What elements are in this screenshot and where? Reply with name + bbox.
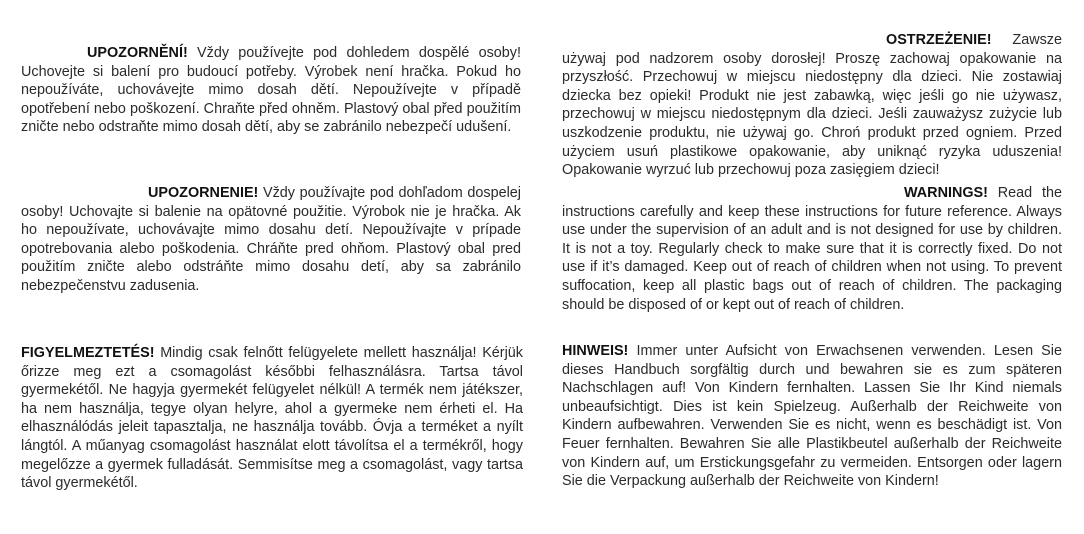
warning-czech: [21, 44, 521, 137]
warning-german-title: HINWEIS!: [562, 343, 629, 359]
warning-german-text: Immer unter Aufsicht von Erwachsenen verwenden. Lesen Sie dieses Handbuch sorgfältig durch und bewahren sie es zum späteren Nachschlagen auf! Von Kindern fernhalten. Lassen Sie Ihr Kind niemals unbeaufsichtigt. Dies ist kein Spielzeug. Außerhalb der Reichweite von Kindern aufbewahren. Verwenden Sie es nicht, wenn es beschädigt ist. Von Feuer fernhalten. Bewahren Sie alle Plastikbeutel außerhalb der Reichweite von Kindern auf, um Erstickungsgefahr zu vermeiden. Entsorgen oder lagern Sie die Verpackung außerhalb der Reichweite von Kindern!: [562, 343, 1062, 490]
warning-slovak-title: UPOZORNENIE!: [148, 185, 259, 201]
warning-german: [562, 342, 1062, 491]
warning-czech-text: Vždy používejte pod dohledem dospělé osoby! Uchovejte si balení pro budoucí potřeby. Výrobek není hračka. Pokud ho nepoužíváte, uchovávejte mimo dosah dětí. Nepoužívejte v případě opotřebení nebo poškození. Chraňte před ohněm. Plastový obal před použitím zničte nebo odstraňte mimo dosah dětí, aby se zabránilo nebezpečí udušení.: [21, 45, 521, 136]
warning-hungarian-title: FIGYELMEZTETÉS!: [21, 345, 155, 361]
warning-polish-title: OSTRZEŻENIE!: [886, 32, 992, 48]
warning-hungarian: [21, 344, 523, 493]
warning-slovak: [21, 184, 521, 296]
warning-slovak-text: Vždy používajte pod dohľadom dospelej osoby! Uchovajte si balenie na opätovné použitie. Výrobok nie je hračka. Ak ho nepoužívate, uchovávajte mimo dosahu detí. Nepoužívajte v prípade opotrebovania alebo poškodenia. Chráňte pred ohňom. Plastový obal pred použitím zničte alebo odstráňte mimo dosahu detí, aby sa zabránilo nebezpečenstvu zadusenia.: [21, 185, 521, 294]
warning-czech-title: UPOZORNĚNÍ!: [87, 45, 188, 61]
warning-english: [562, 184, 1062, 314]
warning-polish-text: Zawsze używaj pod nadzorem osoby dorosłej! Proszę zachowaj opakowanie na przyszłość. Przechowuj w miejscu niedostępny dla dzieci. Nie zostawiaj dziecka bez opieki! Produkt nie jest zabawką, więc jeśli go nie używasz, przechowuj w miejscu niedostępnym dla dzieci. Jeśli zauważysz zużycie lub uszkodzenie produktu, nie używaj go. Chroń produkt przed ogniem. Przed użyciem usuń plastikowe opakowanie, aby uniknąć ryzyka uduszenia! Opakowanie wyrzuć lub przechowuj poza zasięgiem dzieci!: [562, 32, 1062, 179]
warning-hungarian-text: Mindig csak felnőtt felügyelete mellett használja! Kérjük őrizze meg ezt a csomagolást későbbi felhasználásra. Tartsa távol gyermekétől. Ne hagyja gyermekét felügyelet nélkül! A termék nem játékszer, ha nem használja, tegye olyan helyre, ahol a gyermeke nem érheti el. Ha elhasználódás jeleit tapasztalja, ne használja tovább. Óvja a terméket a nyílt lángtól. A műanyag csomagolást használat elott távolítsa el a termékről, hogy megelőzze a gyermek fulladását. Semmisítse meg a csomagolást, vagy tartsa távol gyermekétől.: [21, 345, 523, 492]
warning-english-text: Read the instructions carefully and keep these instructions for future reference. Always use under the supervision of an adult and is not designed for use by children. It is not a toy. Regularly check to make sure that it is correctly fixed. Do not use if it’s damaged. Keep out of reach of children when not using. To prevent suffocation, keep all plastic bags out of reach of children. The packaging should be disposed of or kept out of reach of children.: [562, 185, 1062, 313]
warning-polish: [562, 31, 1062, 180]
warning-english-title: WARNINGS!: [904, 185, 988, 201]
